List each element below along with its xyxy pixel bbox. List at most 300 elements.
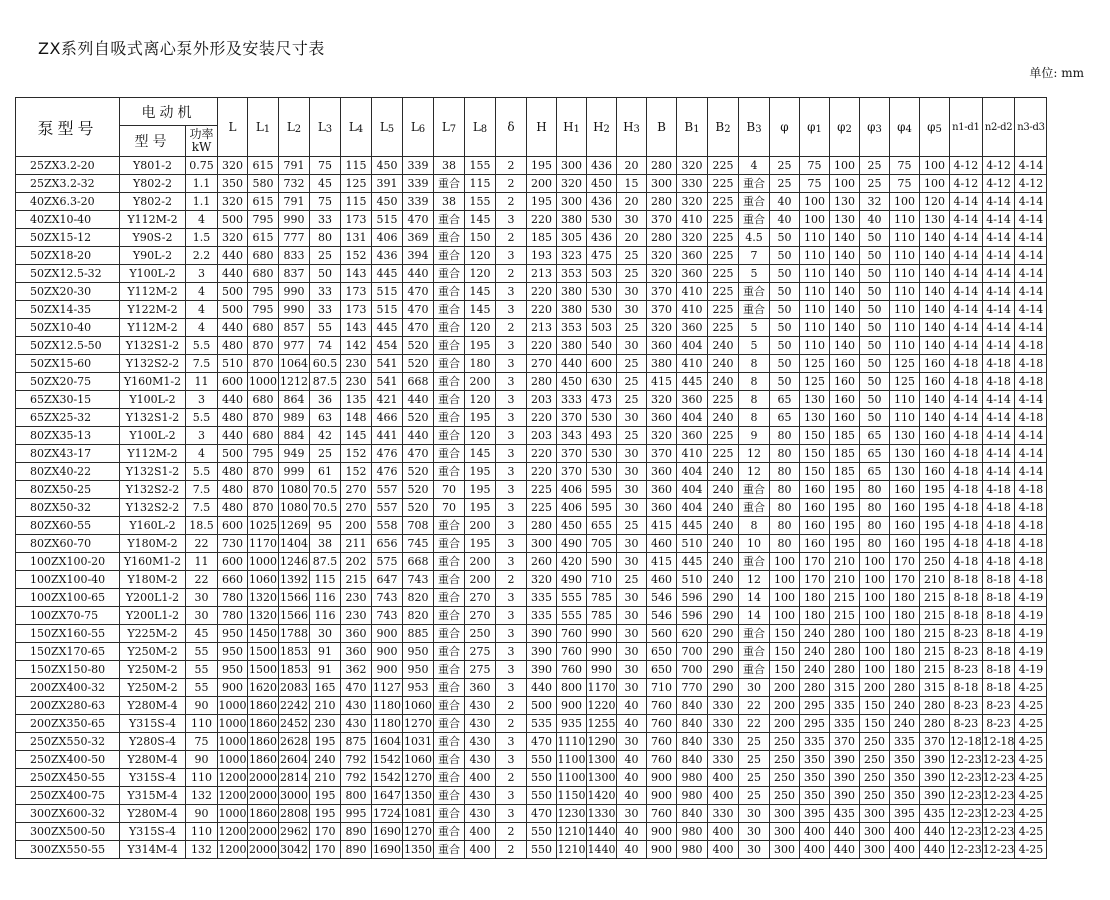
cell-dim: 4-14 bbox=[950, 229, 983, 247]
cell-dim: 80 bbox=[310, 229, 341, 247]
cell-dim: 重合 bbox=[434, 661, 465, 679]
cell-motor-model: Y90S-2 bbox=[120, 229, 186, 247]
cell-dim: 1180 bbox=[372, 715, 403, 733]
cell-dim: 390 bbox=[920, 787, 950, 805]
cell-dim: 70 bbox=[434, 481, 465, 499]
cell-dim: 140 bbox=[920, 283, 950, 301]
cell-dim: 230 bbox=[341, 607, 372, 625]
cell-pump-model: 250ZX550-32 bbox=[16, 733, 120, 751]
cell-power: 18.5 bbox=[186, 517, 218, 535]
cell-power: 5.5 bbox=[186, 463, 218, 481]
cell-dim: 520 bbox=[403, 337, 434, 355]
cell-dim: 140 bbox=[920, 391, 950, 409]
cell-pump-model: 80ZX50-32 bbox=[16, 499, 120, 517]
cell-motor-model: Y250M-2 bbox=[120, 661, 186, 679]
cell-dim: 240 bbox=[708, 535, 739, 553]
cell-dim: 2452 bbox=[279, 715, 310, 733]
cell-dim: 30 bbox=[617, 661, 647, 679]
cell-dim: 4-19 bbox=[1015, 661, 1047, 679]
cell-motor-model: Y225M-2 bbox=[120, 625, 186, 643]
cell-dim: 70 bbox=[434, 499, 465, 517]
table-row bbox=[16, 319, 1047, 337]
table-row bbox=[16, 751, 1047, 769]
cell-dim: 重合 bbox=[434, 679, 465, 697]
cell-dim: 150 bbox=[800, 463, 830, 481]
cell-dim: 65 bbox=[770, 409, 800, 427]
header-dim: φ1 bbox=[800, 98, 830, 157]
cell-dim: 270 bbox=[527, 355, 557, 373]
cell-dim: 50 bbox=[770, 283, 800, 301]
cell-pump-model: 65ZX30-15 bbox=[16, 391, 120, 409]
cell-power: 4 bbox=[186, 301, 218, 319]
cell-dim: 250 bbox=[860, 787, 890, 805]
cell-dim: 275 bbox=[465, 643, 496, 661]
cell-dim: 280 bbox=[647, 193, 677, 211]
cell-dim: 445 bbox=[372, 265, 403, 283]
cell-dim: 8 bbox=[739, 409, 770, 427]
cell-dim: 4-14 bbox=[982, 283, 1015, 301]
cell-pump-model: 250ZX400-75 bbox=[16, 787, 120, 805]
cell-dim: 130 bbox=[920, 211, 950, 229]
cell-dim: 390 bbox=[920, 751, 950, 769]
cell-dim: 8-18 bbox=[982, 625, 1015, 643]
cell-dim: 680 bbox=[248, 319, 279, 337]
cell-dim: 430 bbox=[341, 715, 372, 733]
cell-dim: 8-18 bbox=[950, 607, 983, 625]
cell-dim: 270 bbox=[341, 481, 372, 499]
cell-dim: 503 bbox=[587, 319, 617, 337]
cell-dim: 180 bbox=[890, 661, 920, 679]
cell-dim: 25 bbox=[860, 175, 890, 193]
cell-dim: 890 bbox=[341, 823, 372, 841]
cell-dim: 1100 bbox=[557, 751, 587, 769]
cell-dim: 360 bbox=[647, 481, 677, 499]
cell-dim: 436 bbox=[587, 157, 617, 175]
cell-dim: 350 bbox=[890, 787, 920, 805]
cell-power: 7.5 bbox=[186, 481, 218, 499]
cell-dim: 30 bbox=[617, 679, 647, 697]
cell-dim: 193 bbox=[527, 247, 557, 265]
cell-dim: 394 bbox=[403, 247, 434, 265]
cell-dim: 30 bbox=[310, 625, 341, 643]
table-row bbox=[16, 427, 1047, 445]
cell-dim: 350 bbox=[218, 175, 248, 193]
cell-dim: 160 bbox=[800, 499, 830, 517]
cell-dim: 50 bbox=[770, 319, 800, 337]
cell-dim: 647 bbox=[372, 571, 403, 589]
cell-power: 3 bbox=[186, 265, 218, 283]
cell-dim: 900 bbox=[647, 787, 677, 805]
cell-dim: 323 bbox=[557, 247, 587, 265]
cell-dim: 430 bbox=[465, 805, 496, 823]
cell-dim: 743 bbox=[372, 607, 403, 625]
cell-dim: 240 bbox=[708, 553, 739, 571]
cell-dim: 1320 bbox=[248, 607, 279, 625]
cell-dim: 680 bbox=[248, 247, 279, 265]
cell-dim: 42 bbox=[310, 427, 341, 445]
cell-dim: 440 bbox=[527, 679, 557, 697]
cell-dim: 240 bbox=[708, 373, 739, 391]
header-power-label: 功率 bbox=[189, 127, 214, 141]
cell-dim: 3 bbox=[496, 679, 527, 697]
table-body bbox=[16, 157, 1047, 859]
cell-dim: 50 bbox=[860, 409, 890, 427]
cell-dim: 50 bbox=[860, 319, 890, 337]
cell-dim: 460 bbox=[647, 535, 677, 553]
cell-dim: 280 bbox=[830, 661, 860, 679]
cell-dim: 200 bbox=[770, 679, 800, 697]
cell-dim: 1080 bbox=[279, 499, 310, 517]
cell-dim: 370 bbox=[920, 733, 950, 751]
cell-dim: 8-18 bbox=[982, 679, 1015, 697]
cell-dim: 890 bbox=[341, 841, 372, 859]
cell-dim: 1212 bbox=[279, 373, 310, 391]
cell-dim: 2000 bbox=[248, 769, 279, 787]
cell-dim: 4-18 bbox=[950, 445, 983, 463]
table-row bbox=[16, 535, 1047, 553]
cell-dim: 558 bbox=[372, 517, 403, 535]
cell-dim: 3 bbox=[496, 463, 527, 481]
header-dim: L4 bbox=[341, 98, 372, 157]
cell-dim: 520 bbox=[403, 481, 434, 499]
cell-dim: 100 bbox=[860, 589, 890, 607]
cell-dim: 4-18 bbox=[950, 499, 983, 517]
cell-dim: 339 bbox=[403, 175, 434, 193]
cell-dim: 480 bbox=[218, 337, 248, 355]
cell-dim: 1420 bbox=[587, 787, 617, 805]
cell-dim: 8-18 bbox=[982, 661, 1015, 679]
cell-dim: 20 bbox=[617, 193, 647, 211]
cell-motor-model: Y100L-2 bbox=[120, 427, 186, 445]
cell-dim: 4-14 bbox=[982, 445, 1015, 463]
cell-dim: 20 bbox=[617, 229, 647, 247]
cell-dim: 1542 bbox=[372, 769, 403, 787]
cell-dim: 185 bbox=[830, 427, 860, 445]
cell-dim: 320 bbox=[647, 247, 677, 265]
cell-dim: 415 bbox=[647, 553, 677, 571]
cell-dim: 780 bbox=[218, 589, 248, 607]
cell-dim: 120 bbox=[465, 247, 496, 265]
header-dim: B3 bbox=[739, 98, 770, 157]
cell-dim: 270 bbox=[465, 607, 496, 625]
table-row bbox=[16, 715, 1047, 733]
cell-dim: 280 bbox=[890, 679, 920, 697]
cell-dim: 900 bbox=[372, 625, 403, 643]
cell-dim: 380 bbox=[557, 283, 587, 301]
cell-dim: 520 bbox=[403, 499, 434, 517]
cell-dim: 515 bbox=[372, 211, 403, 229]
cell-dim: 650 bbox=[647, 643, 677, 661]
cell-power: 3 bbox=[186, 391, 218, 409]
cell-dim: 1127 bbox=[372, 679, 403, 697]
cell-dim: 215 bbox=[920, 607, 950, 625]
cell-dim: 1860 bbox=[248, 697, 279, 715]
cell-dim: 4-14 bbox=[1015, 193, 1047, 211]
cell-dim: 80 bbox=[770, 445, 800, 463]
cell-dim: 75 bbox=[310, 193, 341, 211]
cell-dim: 400 bbox=[708, 823, 739, 841]
cell-dim: 110 bbox=[800, 301, 830, 319]
cell-dim: 50 bbox=[860, 355, 890, 373]
cell-dim: 430 bbox=[465, 787, 496, 805]
cell-dim: 4-14 bbox=[982, 409, 1015, 427]
cell-dim: 290 bbox=[708, 625, 739, 643]
cell-dim: 50 bbox=[770, 247, 800, 265]
cell-dim: 980 bbox=[677, 769, 708, 787]
cell-dim: 4-18 bbox=[950, 517, 983, 535]
cell-dim: 75 bbox=[800, 157, 830, 175]
cell-dim: 870 bbox=[248, 409, 279, 427]
cell-dim: 320 bbox=[647, 265, 677, 283]
cell-dim: 555 bbox=[557, 607, 587, 625]
cell-dim: 1200 bbox=[218, 769, 248, 787]
cell-dim: 369 bbox=[403, 229, 434, 247]
table-row bbox=[16, 463, 1047, 481]
cell-power: 110 bbox=[186, 823, 218, 841]
cell-dim: 837 bbox=[279, 265, 310, 283]
cell-dim: 710 bbox=[647, 679, 677, 697]
cell-dim: 620 bbox=[677, 625, 708, 643]
cell-dim: 110 bbox=[890, 265, 920, 283]
cell-dim: 745 bbox=[403, 535, 434, 553]
cell-dim: 50 bbox=[860, 337, 890, 355]
cell-dim: 152 bbox=[341, 445, 372, 463]
cell-dim: 406 bbox=[372, 229, 403, 247]
cell-dim: 240 bbox=[800, 643, 830, 661]
cell-dim: 40 bbox=[617, 697, 647, 715]
cell-dim: 8-18 bbox=[982, 571, 1015, 589]
cell-dim: 362 bbox=[341, 661, 372, 679]
cell-dim: 335 bbox=[800, 733, 830, 751]
cell-dim: 410 bbox=[677, 211, 708, 229]
cell-power: 55 bbox=[186, 643, 218, 661]
cell-dim: 1542 bbox=[372, 751, 403, 769]
cell-dim: 230 bbox=[341, 589, 372, 607]
cell-dim: 490 bbox=[557, 535, 587, 553]
cell-dim: 110 bbox=[800, 229, 830, 247]
cell-dim: 225 bbox=[708, 157, 739, 175]
cell-dim: 12-23 bbox=[950, 841, 983, 859]
cell-dim: 4-25 bbox=[1015, 697, 1047, 715]
cell-dim: 700 bbox=[677, 643, 708, 661]
cell-dim: 875 bbox=[341, 733, 372, 751]
cell-dim: 140 bbox=[920, 265, 950, 283]
cell-dim: 760 bbox=[647, 733, 677, 751]
cell-dim: 25 bbox=[310, 247, 341, 265]
cell-dim: 100 bbox=[770, 553, 800, 571]
cell-dim: 360 bbox=[647, 499, 677, 517]
cell-dim: 320 bbox=[557, 175, 587, 193]
header-dim: n2-d2 bbox=[982, 98, 1015, 157]
cell-dim: 575 bbox=[372, 553, 403, 571]
cell-dim: 65 bbox=[860, 427, 890, 445]
cell-dim: 110 bbox=[890, 283, 920, 301]
cell-dim: 350 bbox=[800, 787, 830, 805]
cell-dim: 140 bbox=[920, 247, 950, 265]
cell-dim: 990 bbox=[587, 643, 617, 661]
cell-dim: 320 bbox=[527, 571, 557, 589]
cell-dim: 470 bbox=[403, 211, 434, 229]
cell-dim: 65 bbox=[860, 463, 890, 481]
cell-dim: 130 bbox=[890, 445, 920, 463]
cell-dim: 38 bbox=[434, 193, 465, 211]
cell-power: 5.5 bbox=[186, 409, 218, 427]
cell-dim: 75 bbox=[890, 175, 920, 193]
cell-power: 132 bbox=[186, 841, 218, 859]
cell-dim: 360 bbox=[677, 427, 708, 445]
cell-dim: 770 bbox=[677, 679, 708, 697]
table-row bbox=[16, 445, 1047, 463]
cell-dim: 25 bbox=[617, 391, 647, 409]
cell-dim: 160 bbox=[890, 517, 920, 535]
header-dim: n3-d3 bbox=[1015, 98, 1047, 157]
cell-dim: 305 bbox=[557, 229, 587, 247]
cell-dim: 275 bbox=[465, 661, 496, 679]
cell-dim: 25 bbox=[770, 175, 800, 193]
cell-dim: 300 bbox=[770, 841, 800, 859]
cell-dim: 30 bbox=[617, 445, 647, 463]
cell-dim: 840 bbox=[677, 733, 708, 751]
cell-dim: 3 bbox=[496, 355, 527, 373]
cell-dim: 4-18 bbox=[950, 427, 983, 445]
cell-motor-model: Y160L-2 bbox=[120, 517, 186, 535]
cell-dim: 230 bbox=[341, 373, 372, 391]
cell-dim: 110 bbox=[890, 391, 920, 409]
cell-dim: 4-18 bbox=[950, 373, 983, 391]
cell-dim: 140 bbox=[830, 247, 860, 265]
cell-dim: 3000 bbox=[279, 787, 310, 805]
cell-dim: 596 bbox=[677, 589, 708, 607]
cell-dim: 885 bbox=[403, 625, 434, 643]
cell-dim: 50 bbox=[770, 301, 800, 319]
cell-dim: 240 bbox=[708, 517, 739, 535]
header-dim: L1 bbox=[248, 98, 279, 157]
cell-dim: 615 bbox=[248, 229, 279, 247]
cell-dim: 990 bbox=[587, 625, 617, 643]
cell-dim: 795 bbox=[248, 445, 279, 463]
cell-dim: 重合 bbox=[434, 175, 465, 193]
cell-dim: 重合 bbox=[739, 481, 770, 499]
cell-dim: 4-14 bbox=[982, 319, 1015, 337]
cell-dim: 290 bbox=[708, 643, 739, 661]
cell-dim: 1110 bbox=[557, 733, 587, 751]
cell-motor-model: Y250M-2 bbox=[120, 679, 186, 697]
cell-dim: 4-14 bbox=[982, 427, 1015, 445]
cell-dim: 1000 bbox=[248, 553, 279, 571]
cell-dim: 2242 bbox=[279, 697, 310, 715]
cell-dim: 125 bbox=[800, 373, 830, 391]
cell-dim: 430 bbox=[465, 715, 496, 733]
cell-dim: 115 bbox=[310, 571, 341, 589]
cell-dim: 870 bbox=[248, 499, 279, 517]
header-dim: δ bbox=[496, 98, 527, 157]
cell-dim: 9 bbox=[739, 427, 770, 445]
cell-dim: 150 bbox=[860, 697, 890, 715]
cell-dim: 30 bbox=[617, 463, 647, 481]
cell-dim: 160 bbox=[830, 409, 860, 427]
cell-dim: 360 bbox=[677, 319, 708, 337]
table-row bbox=[16, 301, 1047, 319]
cell-dim: 210 bbox=[920, 571, 950, 589]
cell-dim: 4-18 bbox=[982, 481, 1015, 499]
cell-motor-model: Y200L1-2 bbox=[120, 589, 186, 607]
cell-dim: 557 bbox=[372, 499, 403, 517]
cell-dim: 1860 bbox=[248, 715, 279, 733]
cell-dim: 140 bbox=[830, 301, 860, 319]
cell-dim: 160 bbox=[830, 373, 860, 391]
cell-dim: 4-14 bbox=[1015, 211, 1047, 229]
cell-motor-model: Y132S1-2 bbox=[120, 337, 186, 355]
cell-dim: 240 bbox=[708, 571, 739, 589]
table-row bbox=[16, 175, 1047, 193]
cell-dim: 980 bbox=[677, 823, 708, 841]
header-dim: L6 bbox=[403, 98, 434, 157]
cell-dim: 680 bbox=[248, 265, 279, 283]
cell-dim: 900 bbox=[647, 769, 677, 787]
cell-dim: 450 bbox=[372, 193, 403, 211]
cell-dim: 100 bbox=[860, 607, 890, 625]
cell-dim: 100 bbox=[920, 157, 950, 175]
cell-dim: 4-18 bbox=[1015, 571, 1047, 589]
cell-dim: 173 bbox=[341, 283, 372, 301]
cell-dim: 215 bbox=[830, 607, 860, 625]
cell-dim: 240 bbox=[800, 661, 830, 679]
cell-dim: 80 bbox=[770, 463, 800, 481]
cell-dim: 4 bbox=[739, 157, 770, 175]
cell-dim: 295 bbox=[800, 697, 830, 715]
cell-dim: 130 bbox=[830, 193, 860, 211]
cell-dim: 360 bbox=[647, 337, 677, 355]
cell-dim: 10 bbox=[739, 535, 770, 553]
cell-dim: 370 bbox=[647, 283, 677, 301]
cell-dim: 950 bbox=[218, 661, 248, 679]
cell-dim: 743 bbox=[372, 589, 403, 607]
cell-dim: 70.5 bbox=[310, 499, 341, 517]
cell-dim: 12-18 bbox=[982, 733, 1015, 751]
cell-dim: 350 bbox=[890, 751, 920, 769]
cell-pump-model: 50ZX20-75 bbox=[16, 373, 120, 391]
cell-dim: 40 bbox=[617, 751, 647, 769]
cell-dim: 30 bbox=[739, 841, 770, 859]
cell-dim: 1031 bbox=[403, 733, 434, 751]
cell-dim: 225 bbox=[708, 301, 739, 319]
cell-dim: 25 bbox=[617, 373, 647, 391]
cell-dim: 50 bbox=[860, 229, 890, 247]
cell-dim: 1604 bbox=[372, 733, 403, 751]
header-dim: L7 bbox=[434, 98, 465, 157]
cell-dim: 125 bbox=[890, 373, 920, 391]
cell-dim: 2 bbox=[496, 841, 527, 859]
cell-dim: 4-12 bbox=[982, 157, 1015, 175]
cell-dim: 3042 bbox=[279, 841, 310, 859]
cell-dim: 395 bbox=[890, 805, 920, 823]
cell-pump-model: 300ZX550-55 bbox=[16, 841, 120, 859]
cell-dim: 480 bbox=[218, 481, 248, 499]
cell-dim: 4-18 bbox=[1015, 409, 1047, 427]
cell-dim: 200 bbox=[465, 373, 496, 391]
cell-dim: 1440 bbox=[587, 823, 617, 841]
cell-dim: 重合 bbox=[739, 499, 770, 517]
cell-power: 75 bbox=[186, 733, 218, 751]
cell-dim: 40 bbox=[617, 769, 647, 787]
cell-dim: 1440 bbox=[587, 841, 617, 859]
cell-dim: 重合 bbox=[434, 409, 465, 427]
cell-pump-model: 50ZX18-20 bbox=[16, 247, 120, 265]
cell-dim: 500 bbox=[218, 445, 248, 463]
cell-dim: 2 bbox=[496, 319, 527, 337]
cell-dim: 650 bbox=[647, 661, 677, 679]
cell-dim: 40 bbox=[617, 841, 647, 859]
